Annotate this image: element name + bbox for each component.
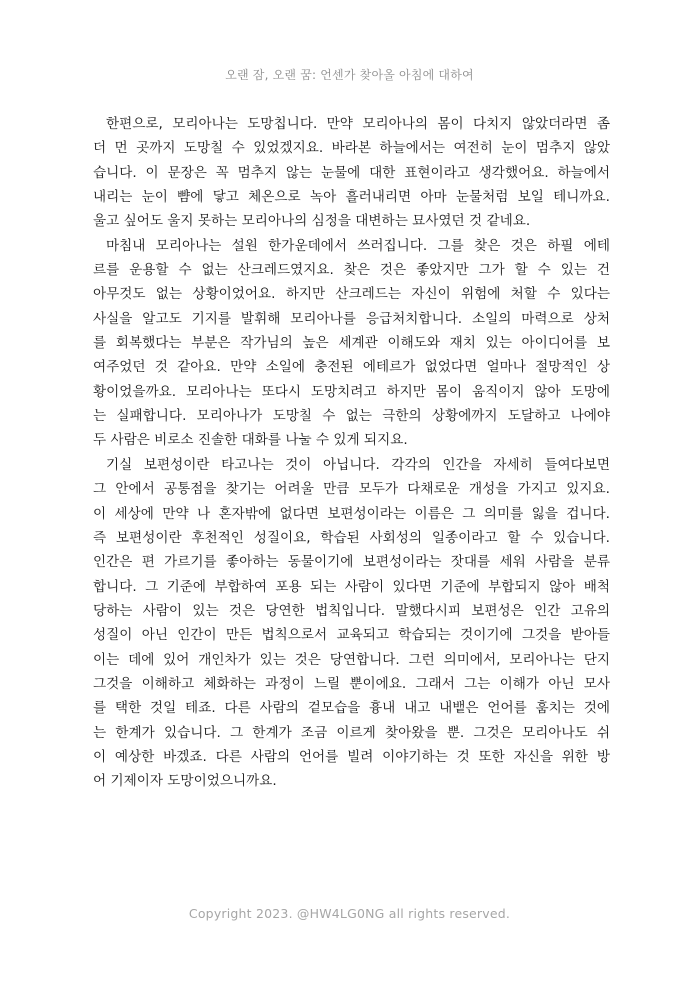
text-line: 합니다. 그 기준에 부합하여 포용 되는 사람이 있다면 기준에 부합되지 않아 배척 (93, 578, 610, 595)
text-line: 두 사람은 비로소 진솔한 대화를 나눌 수 있게 되지요. (93, 432, 408, 449)
text-line: 이 세상에 만약 나 혼자밖에 없다면 보편성이라는 이름은 그 의미를 잃을 겁니다. (93, 505, 610, 522)
text-line: 내리는 눈이 뺨에 닿고 체온으로 녹아 흘러내리면 아마 눈물처럼 보일 테니까요. (93, 189, 610, 206)
text-line: 아무것도 없는 상황이었어요. 하지만 산크레드는 자신이 위험에 처할 수 있다는 (93, 286, 610, 303)
text-line: 성질이 아닌 인간이 만든 법칙으로서 교육되고 학습되는 것이기에 그것을 받아들 (93, 627, 610, 644)
text-line: 는 실패합니다. 모리아나가 도망칠 수 없는 극한의 상황에까지 도달하고 나에야 (93, 408, 610, 425)
text-line: 한편으로, 모리아나는 도망칩니다. 만약 모리아나의 몸이 다치지 않았더라면 좀 (106, 116, 610, 132)
copyright-footer: Copyright 2023. @HW4LG0NG all rights reserved. (188, 906, 511, 921)
text-line: 그것을 이해하고 체화하는 과정이 느릴 뿐이에요. 그래서 그는 이해가 아닌 모사 (93, 675, 610, 692)
text-line: 이는 데에 있어 개인차가 있는 것은 당연합니다. 그런 의미에서, 모리아나는 단지 (93, 651, 610, 668)
text-line: 여주었던 것 같아요. 만약 소일에 충전된 에테르가 없었다면 얼마나 절망적인 상 (93, 359, 610, 376)
text-line: 어 기제이자 도망이었으니까요. (93, 773, 277, 790)
text-line: 이 예상한 바겠죠. 다른 사람의 언어를 빌려 이야기하는 것 또한 자신을 위한 방 (93, 748, 610, 765)
text-line: 당하는 사람이 있는 것은 당연한 법칙입니다. 말했다시피 보편성은 인간 고유의 (93, 602, 610, 619)
text-line: 울고 싶어도 울지 못하는 모리아나의 심정을 대변하는 묘사였던 것 같네요. (93, 213, 531, 230)
text-line: 황이었을까요. 모리아나는 또다시 도망치려고 하지만 몸이 움직이지 않아 도망에 (93, 383, 610, 400)
text-line: 르를 운용할 수 없는 산크레드였지요. 찾은 것은 좋았지만 그가 할 수 있는 건 (93, 262, 610, 279)
text-line: 그 안에서 공통점을 찾기는 어려울 만큼 모두가 다채로운 개성을 가지고 있지요. (93, 481, 610, 498)
text-line: 기실 보편성이란 타고나는 것이 아닙니다. 각각의 인간을 자세히 들여다보면 (106, 456, 610, 473)
text-line: 즉 보편성이란 후천적인 성질이요, 학습된 사회성의 일종이라고 할 수 있습니다. (93, 529, 610, 546)
text-line: 를 택한 것일 테죠. 다른 사람의 겉모습을 흉내 내고 내뱉은 언어를 훔치는 것에 (93, 700, 610, 717)
text-line: 더 먼 곳까지 도망칠 수 있었겠지요. 바라본 하늘에서는 여전히 눈이 멈추지 않았 (93, 140, 610, 157)
text-line: 는 한계가 있습니다. 그 한계가 조금 이르게 찾아왔을 뿐. 그것은 모리아나도 쉬 (93, 724, 610, 741)
text-line: 인간은 편 가르기를 좋아하는 동물이기에 보편성이라는 잣대를 세워 사람을 분류 (93, 554, 610, 571)
text-line: 사실을 알고도 기지를 발휘해 모리아나를 응급처치합니다. 소일의 마력으로 상처 (93, 310, 610, 327)
body-text (93, 112, 610, 794)
text-line: 를 회복했다는 부분은 작가님의 높은 세계관 이해도와 재치 있는 아이디어를 보 (93, 335, 610, 352)
running-header: 오랜 잠, 오랜 꿈: 언센가 찾아올 아침에 대하여 (225, 68, 474, 82)
text-line: 마침내 모리아나는 설원 한가운데에서 쓰러집니다. 그를 찾은 것은 하필 에테 (106, 237, 610, 254)
text-line: 습니다. 이 문장은 꼭 멈추지 않는 눈물에 대한 표현이라고 생각했어요. 하늘에서 (93, 164, 610, 181)
